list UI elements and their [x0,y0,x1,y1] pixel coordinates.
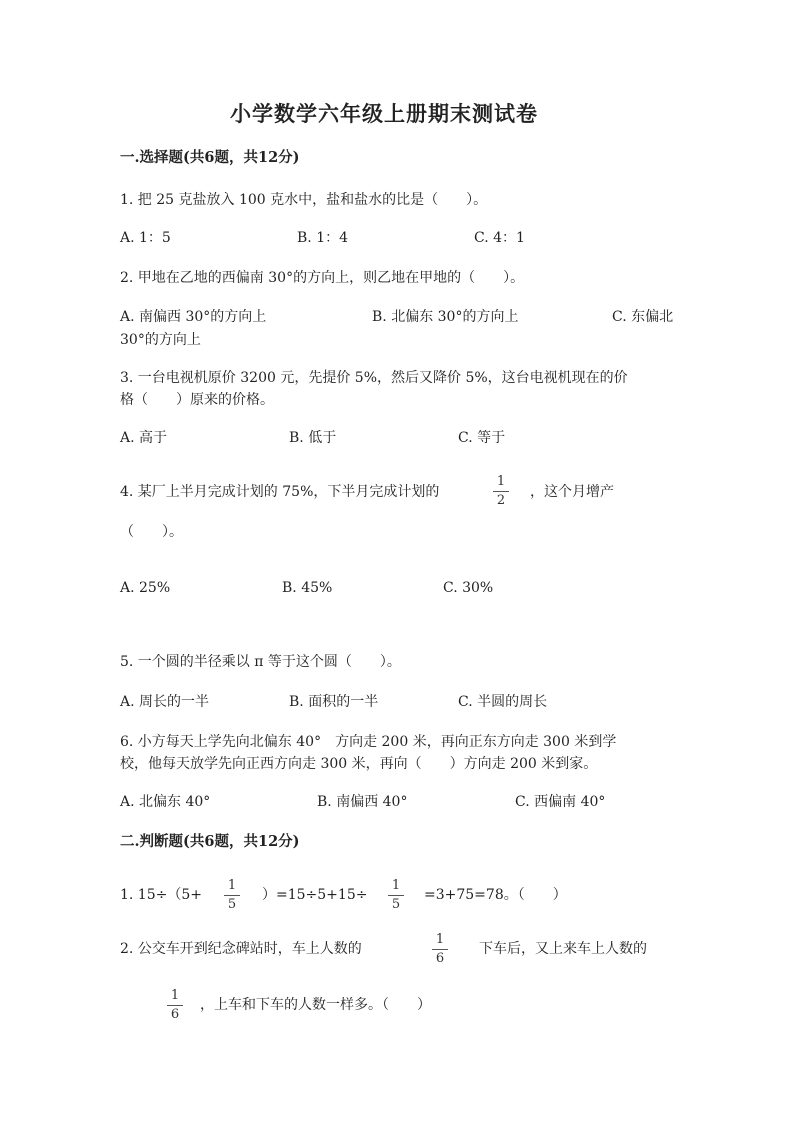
fraction-numerator: 1 [496,474,506,489]
question-4-option-c: C. 30% [443,580,494,596]
fraction-bar [388,895,404,896]
question-2-option-c: C. 东偏北 [612,309,674,325]
question-6-stem-line1: 6. 小方每天上学先向北偏东 40° 方向走 200 米，再向正东方向走 300 米到学 [120,734,617,750]
question-5-option-c: C. 半圆的周长 [458,694,548,710]
judgement-2-fraction-1 [430,932,450,967]
fraction-denominator: 6 [435,951,445,966]
question-3-stem-line1: 3. 一台电视机原价 3200 元，先提价 5%，然后又降价 5%，这台电视机现在的价 [120,370,628,386]
fraction-bar [224,895,240,896]
question-2-option-b: B. 北偏东 30°的方向上 [372,309,519,325]
question-6-option-a: A. 北偏东 40° [120,794,211,810]
page-title: 小学数学六年级上册期末测试卷 [230,101,538,126]
question-6-option-c: C. 西偏南 40° [515,794,606,810]
question-5-stem: 5. 一个圆的半径乘以 π 等于这个圆（ ）。 [120,654,401,670]
question-6-stem-line2: 校，他每天放学先向正西方向走 300 米，再向（ ）方向走 200 米到家。 [120,756,598,772]
question-1-option-b: B. 1：4 [297,230,349,246]
question-5-option-b: B. 面积的一半 [289,694,379,710]
judgement-1-fraction-2 [386,878,406,913]
question-1-option-c: C. 4：1 [474,230,525,246]
section-header-choice: 一.选择题(共6题，共12分) [120,149,300,166]
question-4-option-a: A. 25% [120,580,171,596]
question-3-option-a: A. 高于 [120,430,168,446]
fraction-denominator: 6 [170,1007,180,1022]
question-1-option-a: A. 1：5 [120,230,171,246]
judgement-1-fraction-1 [222,878,242,913]
question-4-option-b: B. 45% [282,580,333,596]
fraction-numerator: 1 [435,932,445,947]
judgement-2-part1: 2. 公交车开到纪念碑站时，车上人数的 [120,941,362,957]
fraction-bar [167,1005,183,1006]
question-5-option-a: A. 周长的一半 [120,694,210,710]
fraction-numerator: 1 [227,878,237,893]
judgement-2-part2: 下车后，又上来车上人数的 [479,941,647,957]
fraction-numerator: 1 [170,988,180,1003]
fraction-denominator: 2 [496,493,506,508]
question-2-option-a: A. 南偏西 30°的方向上 [120,309,267,325]
question-4-stem-part2: ，这个月增产 [530,484,614,500]
fraction-denominator: 5 [391,897,401,912]
judgement-1-part2: ）=15÷5+15÷ [262,887,368,903]
question-4-fraction [491,474,511,509]
question-4-stem-line2: （ ）。 [120,524,183,540]
question-3-stem-line2: 格（ ）原来的价格。 [120,392,274,408]
question-3-option-b: B. 低于 [289,430,337,446]
question-1-stem: 1. 把 25 克盐放入 100 克水中，盐和盐水的比是（ ）。 [120,192,488,208]
question-4-stem-part1: 4. 某厂上半月完成计划的 75%，下半月完成计划的 [120,484,440,500]
question-2-stem: 2. 甲地在乙地的西偏南 30°的方向上，则乙地在甲地的（ ）。 [120,270,525,286]
judgement-1-part3: =3+75=78。（ ） [424,887,567,903]
judgement-1-part1: 1. 15÷（5+ [120,887,202,903]
question-6-option-b: B. 南偏西 40° [317,794,408,810]
question-2-option-c-continued: 30°的方向上 [120,332,201,348]
fraction-bar [493,491,509,492]
fraction-denominator: 5 [227,897,237,912]
question-3-option-c: C. 等于 [458,430,506,446]
judgement-2-fraction-2 [165,988,185,1023]
fraction-bar [432,949,448,950]
section-header-judgement: 二.判断题(共6题，共12分) [120,833,300,850]
judgement-2-part3: ，上车和下车的人数一样多。（ ） [200,997,431,1013]
fraction-numerator: 1 [391,878,401,893]
